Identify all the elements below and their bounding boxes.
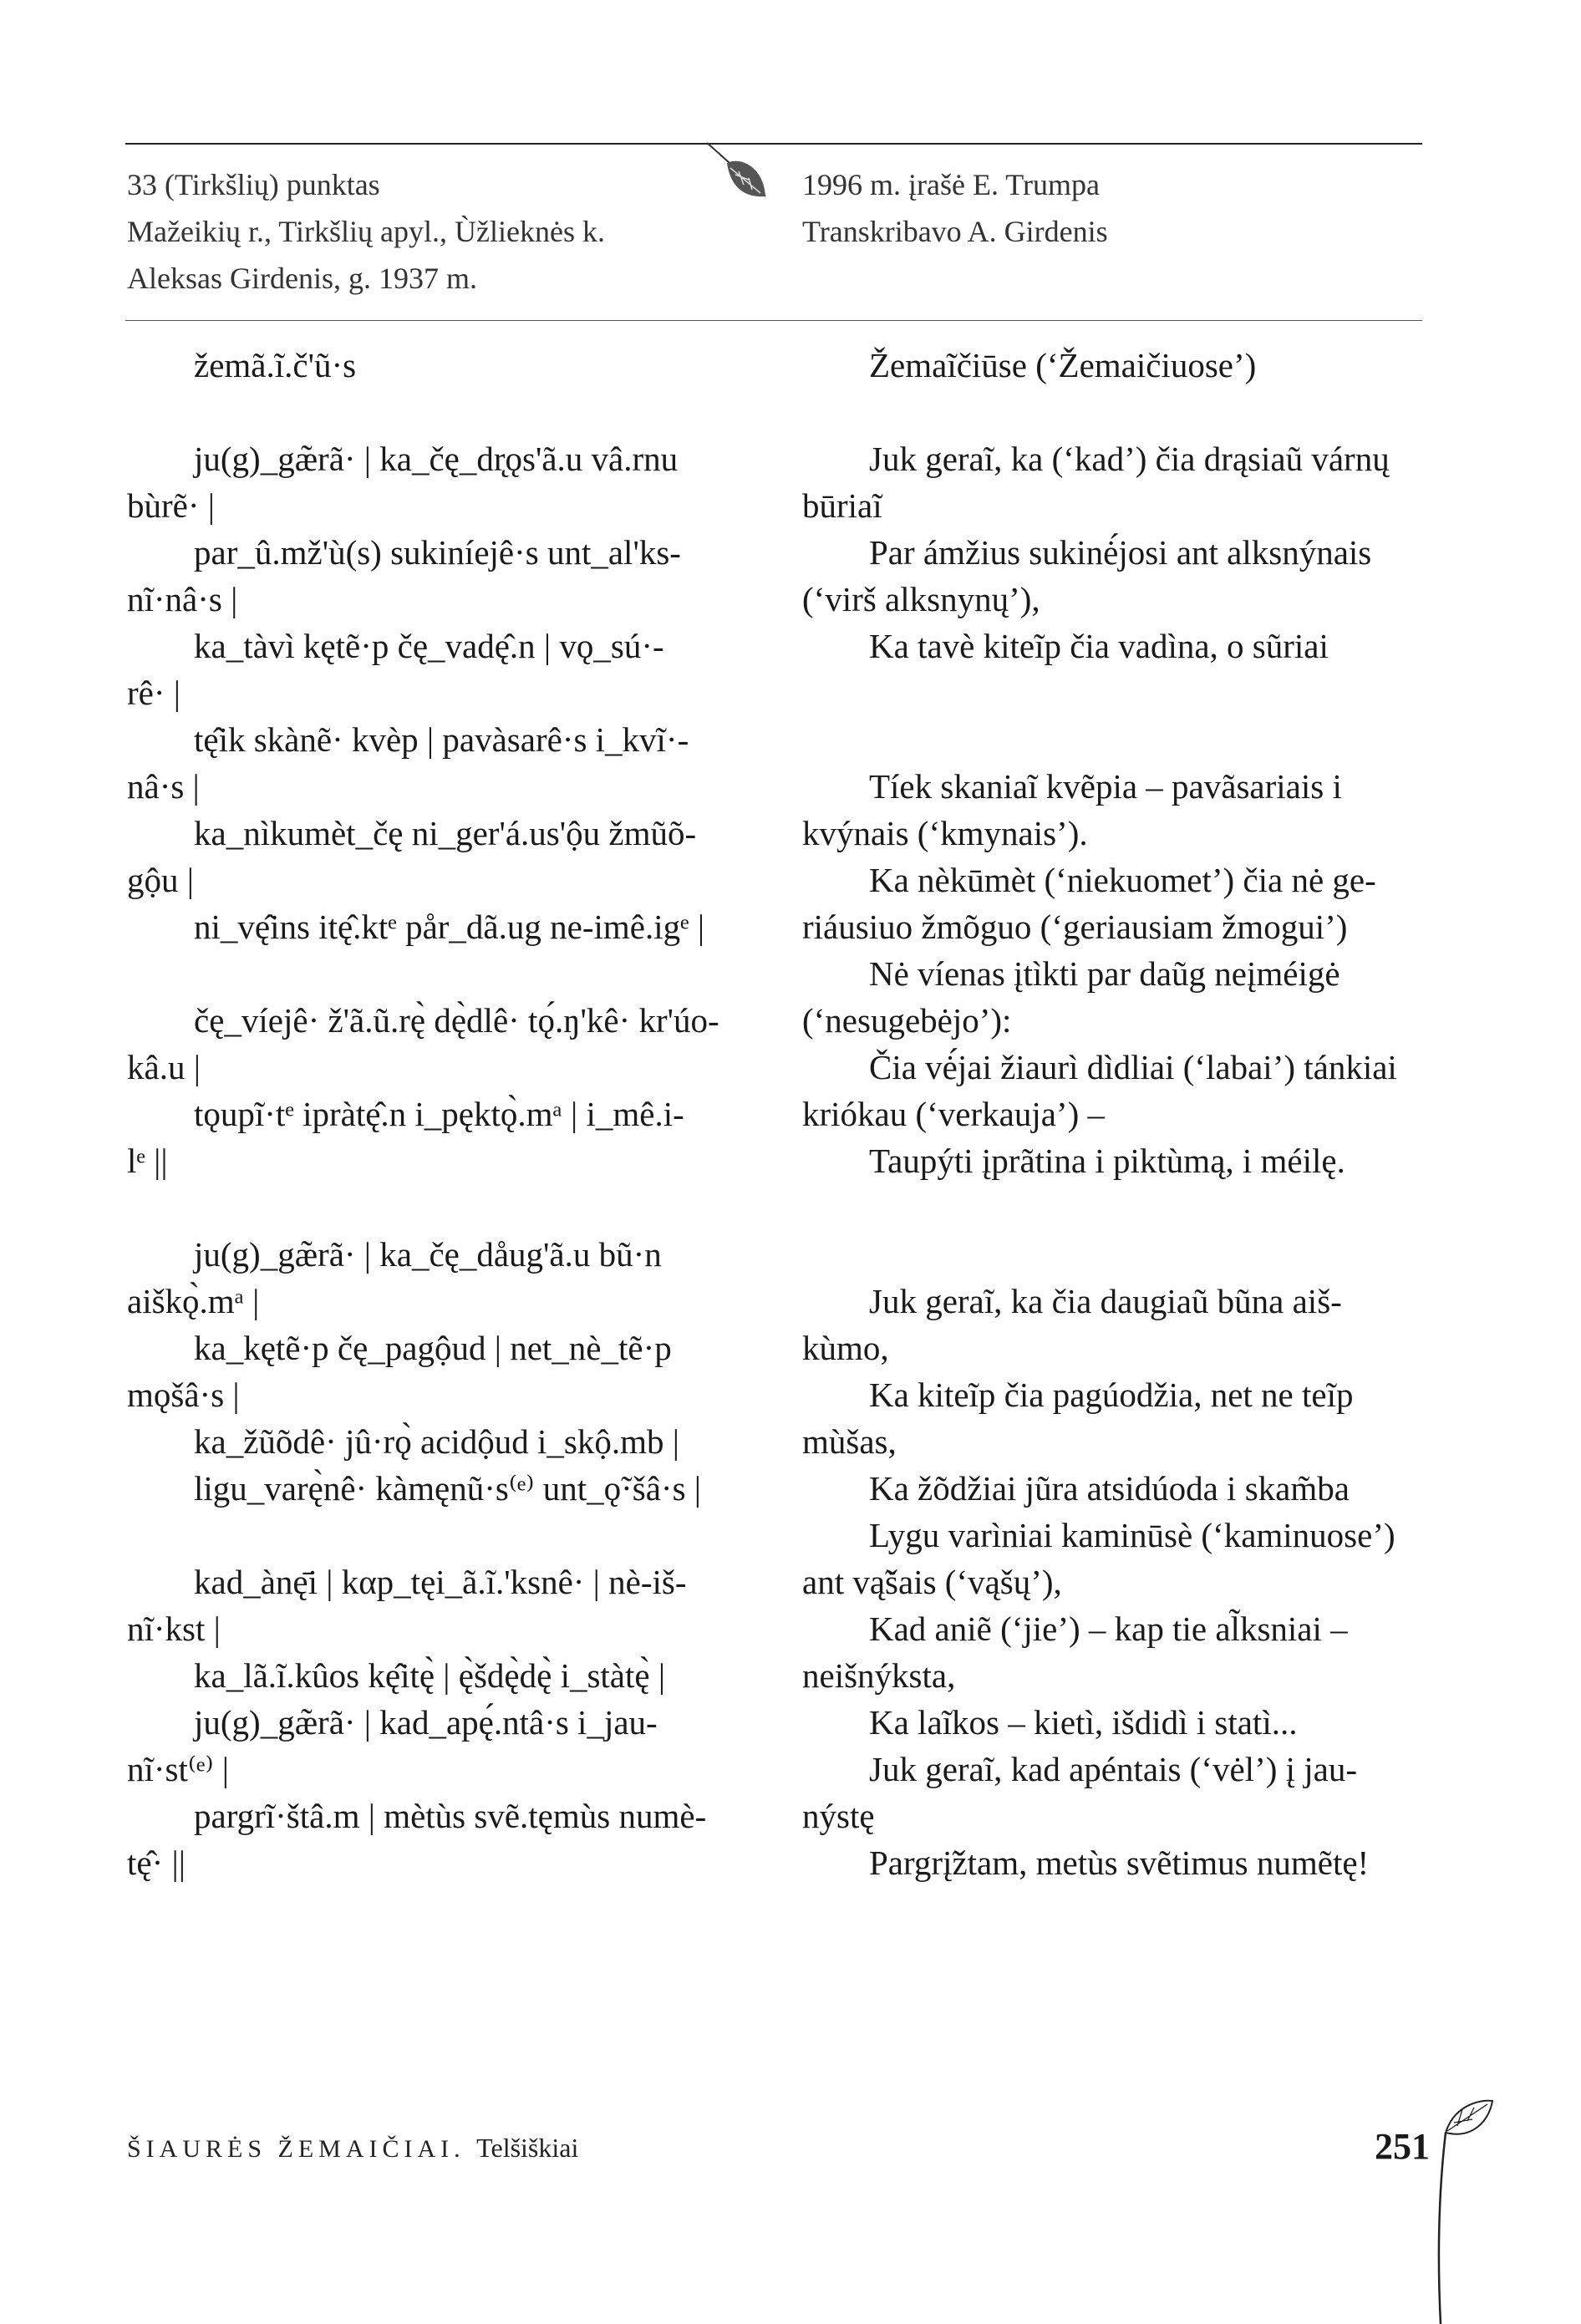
dialect-text-line: kâ.u |	[127, 1048, 201, 1086]
dialect-text-line: tǫupĩ·tᵉ ipràtę̂.n i_pęktǫ̀.mᵃ | i_mê.i-	[194, 1095, 684, 1133]
dialect-text-line: ju(g)_gæ̃rã· | ka_čę_dåug'ã.u bũ·n	[194, 1235, 662, 1274]
dialect-text-line: pargrĩ·štâ.m | mètùs svẽ.tęmùs numè-	[194, 1797, 707, 1835]
dialect-text-line: par_û.mž'ù(s) sukiníejê·s unt_al'ks-	[194, 533, 681, 572]
left-column	[127, 342, 745, 1886]
dialect-text-line: kad_ànę̄i | kαp_tęi_ã.ĩ.'ksnê· | nè-iš-	[194, 1563, 687, 1601]
header-bottom-rule	[125, 320, 1422, 321]
header-left-line: 33 (Tirkšlių) punktas	[127, 168, 380, 201]
left-column-lines	[127, 435, 745, 1886]
dialect-text-line: ka_kętẽ·p čę_pagộud | net_nè_tẽ·p	[194, 1329, 672, 1367]
standard-text-line: Pargrį̃žtam, metùs svẽtimus numẽtę!	[869, 1843, 1370, 1882]
dialect-text-line: ni_vę̂ins itę̂.ktᵉ pår_dã.ug ne-imê.igᵉ |	[194, 908, 705, 946]
page-number: 251	[1375, 2126, 1430, 2167]
stanza-gap	[802, 1231, 1429, 1278]
dialect-text-line: čę_víejê· ž'ã.ũ.rę̀ dę̀dlê· tǫ́.ŋ'kê· kr'úo-	[194, 1001, 719, 1040]
stanza-gap	[802, 1184, 1429, 1231]
standard-text-line: Ka tavè kiteĩp čia vadìna, o sũriai	[869, 627, 1329, 665]
standard-text-line: Taupýti įprãtina i piktùmą, i méilę.	[869, 1142, 1345, 1180]
dialect-text-line: nĩ·st⁽ᵉ⁾ |	[127, 1750, 229, 1788]
header-right	[802, 161, 1108, 255]
stanza-gap	[802, 669, 1429, 716]
stanza-gap	[127, 950, 745, 997]
dialect-text-line: nĩ·kst |	[127, 1610, 221, 1648]
standard-text-line: Lygu varìniai kaminūsè (‘kaminuose’)	[869, 1516, 1395, 1554]
dialect-text-line: gộu |	[127, 861, 194, 899]
right-column	[802, 342, 1429, 1886]
footer-running-title	[127, 2133, 578, 2164]
dialect-text-line: nâ·s |	[127, 767, 200, 806]
footer-series: ŠIAURĖS ŽEMAIČIAI.	[127, 2135, 465, 2163]
dialect-text-line: bùrẽ· |	[127, 486, 215, 525]
left-column-title: žemã.ĩ.č'ũ·s	[194, 346, 357, 384]
right-column-title: Žemaĩčiūse (‘Žemaičiuose’)	[869, 346, 1257, 384]
standard-text-line: mùšas,	[802, 1422, 897, 1461]
dialect-text-line: ju(g)_gæ̃rã· | ka_čę_dr̨ǫs'ã.u vâ.rnu	[194, 440, 679, 478]
dialect-text-line: aiškǫ̀.mᵃ |	[127, 1282, 260, 1320]
dialect-text-line: tę̂· ||	[127, 1843, 186, 1882]
dialect-text-line: ka_nìkumèt_čę ni_ger'á.us'ộu žmũõ-	[194, 814, 697, 852]
standard-text-line: Juk geraĩ, ka čia daugiaũ bũna aiš-	[869, 1282, 1342, 1320]
standard-text-line: Ka žõdžiai jũra atsidúoda i skam̃ba	[869, 1469, 1350, 1508]
dialect-text-line: rê· |	[127, 674, 180, 712]
dialect-text-line: mǫšâ·s |	[127, 1376, 240, 1414]
header-right-line: 1996 m. įrašė E. Trumpa	[802, 168, 1100, 201]
stanza-gap	[802, 716, 1429, 763]
spacer	[802, 389, 1429, 435]
top-rule	[125, 143, 1422, 145]
leaf-decoration-icon	[1421, 2098, 1496, 2324]
standard-text-line: Ka kiteĩp čia pagúodžia, net ne teĩp	[869, 1376, 1354, 1414]
stanza-gap	[127, 1512, 745, 1559]
header-left-line: Aleksas Girdenis, g. 1937 m.	[127, 262, 477, 295]
standard-text-line: (‘nesugebėjo’):	[802, 1001, 1012, 1040]
header-left-line: Mažeikių r., Tirkšlių apyl., Ùžlieknės k.	[127, 215, 605, 248]
standard-text-line: Ka nèkūmèt (‘niekuomet’) čia nė ge-	[869, 861, 1376, 899]
right-column-lines	[802, 435, 1429, 1886]
standard-text-line: kùmo,	[802, 1329, 889, 1367]
spacer	[127, 389, 745, 435]
leaf-ornament-icon	[702, 138, 772, 203]
header-left	[127, 161, 605, 302]
standard-text-line: būriaĩ	[802, 486, 882, 525]
standard-text-line: Kad aniẽ (‘jie’) – kap tie al̃ksniai –	[869, 1610, 1348, 1648]
standard-text-line: Juk geraĩ, kad apéntais (‘vėl’) į jau-	[869, 1750, 1358, 1788]
standard-text-line: Čia vė́jai žiaurì dìdliai (‘labai’) tánkiai	[869, 1048, 1397, 1086]
standard-text-line: Par ámžius sukinė́josi ant alksnýnais	[869, 533, 1372, 572]
stanza-gap	[127, 1184, 745, 1231]
standard-text-line: kriókau (‘verkauja’) –	[802, 1095, 1105, 1133]
dialect-text-line: ka_žũõdê· jû·rǫ̀ acidộud i_skộ.mb |	[194, 1422, 679, 1461]
standard-text-line: Tíek skaniaĩ kvẽpia – pavãsariais i	[869, 767, 1342, 806]
dialect-text-line: nĩ·nâ·s |	[127, 580, 238, 618]
dialect-text-line: tę̂ik skànẽ· kvèp | pavàsarê·s i_kvĩ·-	[194, 720, 689, 759]
header-right-line: Transkribavo A. Girdenis	[802, 215, 1108, 248]
standard-text-line: Nė víenas įtìkti par daũg neįméigė	[869, 954, 1340, 993]
dialect-text-line: ka_tàvì kętẽ·p čę_vadę̂.n | vǫ_sú·-	[194, 627, 664, 665]
standard-text-line: neišnýksta,	[802, 1656, 956, 1695]
dialect-text-line: ka_lã.ĩ.kûos kę̂itę̀ | ę̀šdę̀dę̀ i_stàtę̀ |	[194, 1656, 666, 1695]
footer-place: Telšiškiai	[476, 2133, 579, 2163]
dialect-text-line: lᵉ ||	[127, 1142, 168, 1180]
standard-text-line: ant vą̃šais (‘vąšų’),	[802, 1563, 1062, 1601]
standard-text-line: kvýnais (‘kmynais’).	[802, 814, 1088, 852]
standard-text-line: nýstę	[802, 1797, 875, 1835]
dialect-text-line: ju(g)_gæ̃rã· | kad_apę́.ntâ·s i_jau-	[194, 1703, 658, 1742]
standard-text-line: Juk geraĩ, ka (‘kad’) čia drąsiaũ várnų	[869, 440, 1390, 478]
standard-text-line: Ka laĩkos – kietì, išdidì i statì...	[869, 1703, 1298, 1742]
standard-text-line: (‘virš alksnynų’),	[802, 580, 1040, 618]
standard-text-line: riáusiuo žmõguo (‘geriausiam žmogui’)	[802, 908, 1348, 946]
dialect-text-line: ligu_varę̀nê· kàmęnũ·s⁽ᵉ⁾ unt_ǫ̃·šâ·s |	[194, 1469, 701, 1508]
